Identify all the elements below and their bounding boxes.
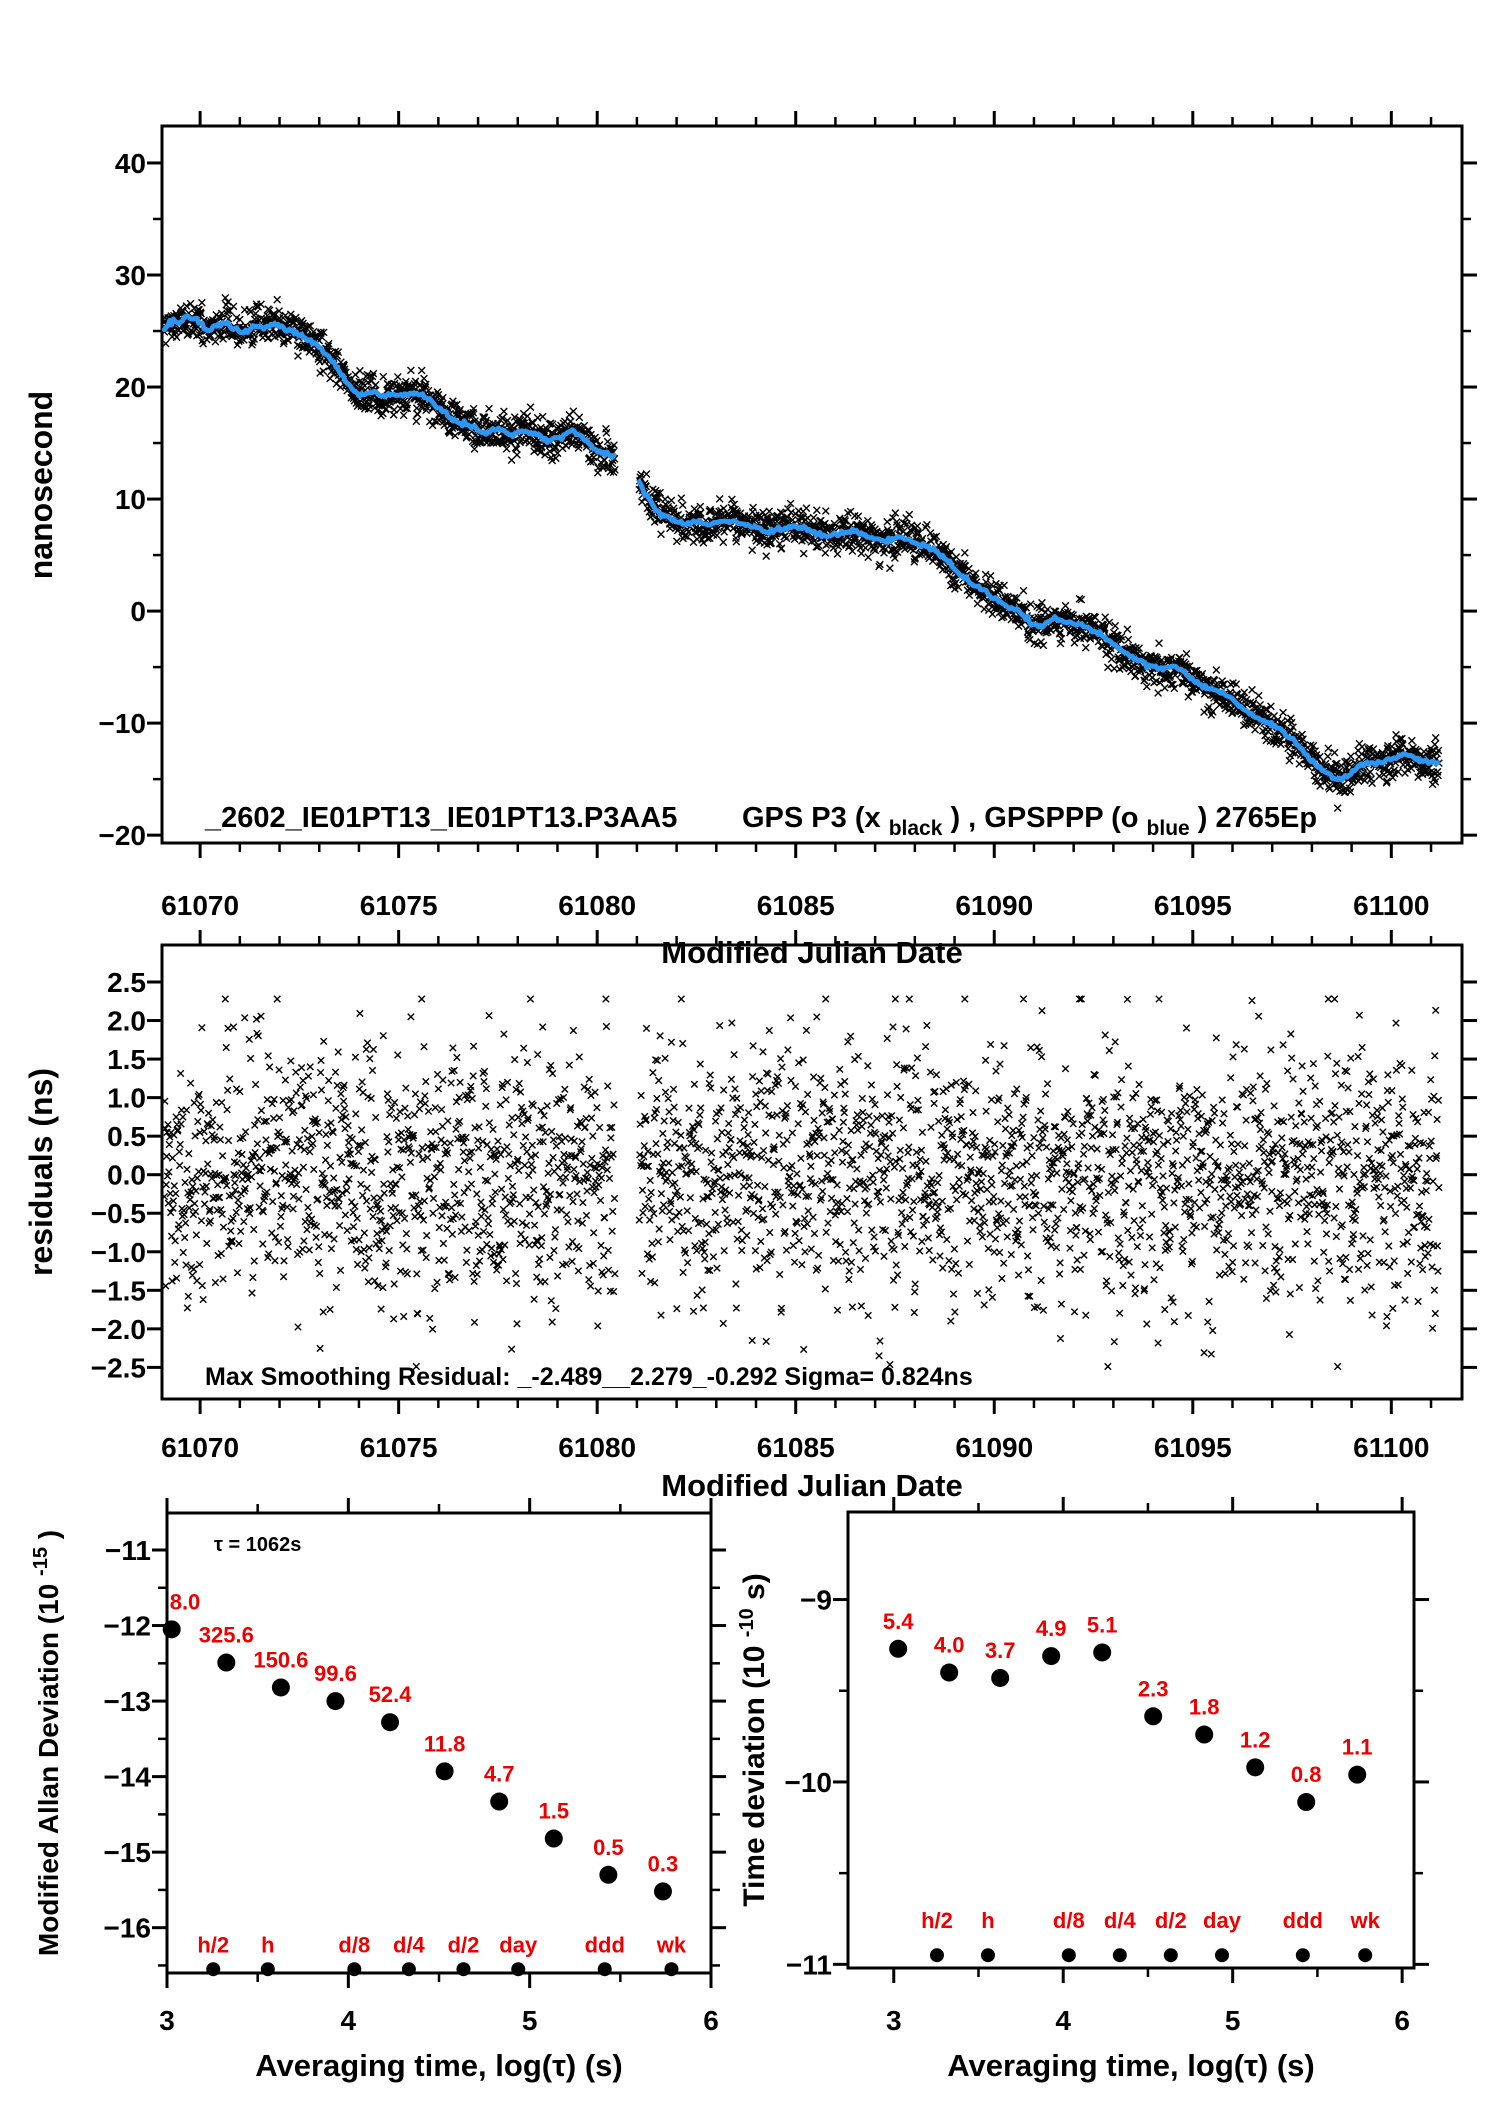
averaging-interval-label: d/4 (393, 1932, 425, 1958)
y-tick-label: −2.0 (90, 1313, 146, 1345)
y-tick-label: 30 (114, 260, 146, 292)
x-tick-label: 6 (703, 2005, 719, 2036)
annotation-station-id: _2602_IE01PT13_IE01PT13.P3AA5 (205, 802, 678, 834)
averaging-interval-marker (347, 1962, 361, 1976)
annotation-series2-sub: blue (1146, 817, 1190, 840)
y-tick-label: −14 (103, 1761, 151, 1793)
data-point-value-label: 1.1 (1341, 1734, 1373, 1760)
averaging-interval-marker (1215, 1948, 1229, 1962)
mdev-y-axis-title (22, 1530, 64, 1956)
annotation-series1-sub: black (888, 817, 943, 840)
x-tick-label: 61085 (756, 1432, 835, 1463)
time-series-annotation (204, 802, 1317, 842)
y-tick-label: −11 (786, 1949, 832, 1981)
x-tick-label: 61070 (161, 1432, 240, 1463)
x-tick-label: 61095 (1153, 890, 1232, 921)
x-tick-label: 3 (885, 2005, 902, 2036)
data-point (326, 1692, 344, 1710)
averaging-interval-marker (930, 1948, 944, 1962)
y-tick-label: −0.5 (90, 1198, 146, 1230)
averaging-interval-label: h/2 (197, 1932, 230, 1958)
residuals-y-axis-title: residuals (ns) (23, 1067, 59, 1277)
data-point-value-label: 4.0 (933, 1632, 965, 1658)
data-point-value-label: 325.6 (198, 1622, 254, 1648)
y-tick-label: −1.0 (90, 1236, 146, 1268)
tdev-y-axis-title (727, 1573, 771, 1906)
averaging-interval-label: wk (656, 1932, 687, 1958)
x-tick-label: 61075 (359, 1432, 438, 1463)
averaging-interval-marker (1296, 1948, 1310, 1962)
residuals-scatter (161, 996, 1442, 1370)
data-point (991, 1669, 1009, 1687)
averaging-interval-label: day (1203, 1907, 1241, 1933)
x-tick-label: 61100 (1353, 1432, 1430, 1463)
averaging-interval-label: d/2 (447, 1932, 480, 1958)
averaging-interval-marker (664, 1962, 678, 1976)
y-tick-label: 0.0 (107, 1159, 146, 1191)
data-point-value-label: 1.2 (1239, 1727, 1271, 1753)
averaging-interval-label: d/4 (1103, 1907, 1136, 1933)
data-point-value-label: 2.3 (1137, 1676, 1169, 1702)
data-point-value-label: 5.4 (882, 1608, 914, 1634)
averaging-interval-marker (1113, 1948, 1127, 1962)
y-tick-label: 20 (114, 372, 146, 404)
data-point-value-label: 0.8 (1290, 1762, 1322, 1788)
tdev-y-title-main: Time deviation (10 (738, 1645, 771, 1907)
data-point-value-label: 4.7 (483, 1761, 515, 1787)
y-tick-label: −13 (103, 1686, 151, 1718)
averaging-interval-label: h/2 (921, 1907, 953, 1933)
y-tick-label: −20 (98, 820, 146, 852)
data-point (1246, 1758, 1264, 1776)
tdev-y-title-sup: -10 (736, 1608, 758, 1638)
averaging-interval-label: h (261, 1932, 275, 1958)
averaging-interval-marker (511, 1962, 525, 1976)
data-point (940, 1664, 958, 1682)
tdev-points (883, 1609, 1373, 1811)
time-series-panel (23, 111, 1477, 970)
y-tick-label: 40 (114, 147, 146, 179)
data-point (1195, 1726, 1213, 1744)
mdev-y-title-main: Modified Allan Deviation (10 (33, 1583, 64, 1957)
data-point (1348, 1766, 1366, 1784)
averaging-interval-marker (402, 1962, 416, 1976)
data-point (545, 1830, 563, 1848)
x-tick-label: 61090 (955, 1432, 1034, 1463)
averaging-interval-marker (598, 1962, 612, 1976)
averaging-interval-label: ddd (584, 1932, 625, 1958)
data-point (163, 1620, 181, 1638)
data-point-value-label: 1.5 (538, 1798, 570, 1824)
data-point-value-label: 3.7 (984, 1637, 1016, 1663)
tdev-x-axis-title: Averaging time, log(τ) (s) (947, 2048, 1315, 2083)
annotation-series1: GPS P3 (x (742, 802, 881, 834)
x-tick-label: 61090 (955, 890, 1034, 921)
y-tick-label: 2.0 (107, 1005, 146, 1037)
averaging-interval-marker (261, 1962, 275, 1976)
annotation-epochs: ) 2765Ep (1197, 802, 1318, 834)
data-point (1144, 1707, 1162, 1725)
data-point (1093, 1643, 1111, 1661)
tdev-ref-row (921, 1908, 1381, 1962)
averaging-interval-label: ddd (1282, 1907, 1323, 1933)
averaging-interval-label: d/8 (1052, 1907, 1085, 1933)
y-tick-label: 1.0 (107, 1082, 146, 1114)
data-point (490, 1793, 508, 1811)
annotation-mid: ) , GPSPPP (o (950, 802, 1139, 834)
data-point (217, 1654, 235, 1672)
x-tick-label: 6 (1394, 2005, 1410, 2036)
mdev-panel (22, 1498, 726, 2083)
x-tick-label: 5 (1224, 2005, 1241, 2036)
averaging-interval-marker (981, 1948, 995, 1962)
y-tick-label: −15 (103, 1837, 151, 1869)
data-point (272, 1678, 290, 1696)
x-tick-label: 4 (340, 2005, 357, 2036)
x-tick-label: 3 (159, 2005, 175, 2036)
data-point (436, 1762, 454, 1780)
time-series-scatter (161, 295, 1442, 812)
y-tick-label: −10 (98, 708, 146, 740)
y-tick-label: 2.5 (107, 966, 146, 998)
y-tick-label: −9 (800, 1584, 832, 1616)
x-tick-label: 61085 (756, 890, 835, 921)
data-point (599, 1866, 617, 1884)
data-point-value-label: 0.3 (647, 1851, 679, 1877)
y-tick-label: −12 (103, 1610, 151, 1642)
averaging-interval-label: h (981, 1907, 995, 1933)
data-point-value-label: 5.1 (1086, 1612, 1118, 1638)
x-tick-label: 61070 (161, 890, 240, 921)
x-tick-label: 5 (521, 2005, 538, 2036)
data-point-value-label: 4.9 (1035, 1616, 1067, 1642)
x-tick-label: 61075 (359, 890, 438, 921)
y-tick-label: 0.5 (107, 1121, 146, 1153)
tdev-axes (785, 1497, 1430, 2036)
y-tick-label: −1.5 (90, 1275, 146, 1307)
x-tick-label: 61095 (1153, 1432, 1232, 1463)
residuals-panel (23, 930, 1477, 1503)
averaging-interval-label: wk (1350, 1907, 1380, 1933)
y-tick-label: 10 (114, 484, 146, 516)
data-point-value-label: 0.5 (593, 1834, 624, 1860)
tdev-y-title-close: s) (738, 1573, 771, 1600)
y-tick-label: −2.5 (90, 1352, 146, 1384)
data-point-value-label: 8.0 (169, 1589, 201, 1615)
tdev-panel (727, 1497, 1429, 2083)
x-tick-label: 61100 (1353, 890, 1430, 921)
averaging-interval-marker (1062, 1948, 1076, 1962)
x-tick-label: 61080 (558, 890, 637, 921)
time-series-y-axis-title: nanosecond (23, 390, 59, 580)
data-point-value-label: 150.6 (253, 1647, 309, 1673)
y-tick-label: 0 (130, 596, 146, 628)
y-tick-label: −10 (784, 1766, 832, 1798)
mdev-y-title-close: ) (33, 1529, 64, 1540)
averaging-interval-label: d/2 (1154, 1907, 1187, 1933)
mdev-ref-row (197, 1933, 687, 1977)
time-series-x-axis-title: Modified Julian Date (661, 935, 963, 970)
mdev-x-axis-title: Averaging time, log(τ) (s) (255, 2048, 623, 2083)
mdev-y-title-sup: -15 (30, 1547, 52, 1576)
data-point-value-label: 52.4 (368, 1682, 412, 1708)
y-tick-label: 1.5 (107, 1044, 146, 1076)
data-point (1042, 1647, 1060, 1665)
averaging-interval-marker (206, 1962, 220, 1976)
mdev-tau-annotation: τ = 1062s (214, 1534, 302, 1556)
x-tick-label: 4 (1055, 2005, 1072, 2036)
averaging-interval-marker (1164, 1948, 1178, 1962)
residuals-x-axis-title: Modified Julian Date (661, 1468, 963, 1503)
averaging-interval-label: d/8 (338, 1932, 371, 1958)
data-point-value-label: 11.8 (423, 1731, 466, 1757)
data-point (889, 1640, 907, 1658)
y-tick-label: −11 (105, 1535, 151, 1567)
data-point-value-label: 99.6 (314, 1661, 357, 1687)
y-tick-label: −16 (103, 1912, 151, 1944)
averaging-interval-label: day (499, 1932, 538, 1958)
data-point (1297, 1793, 1315, 1811)
data-point-value-label: 1.8 (1188, 1694, 1220, 1720)
averaging-interval-marker (456, 1962, 470, 1976)
residuals-annotation: Max Smoothing Residual: _-2.489__2.279_-0.292 Sigma= 0.824ns (205, 1363, 973, 1391)
data-point (381, 1713, 399, 1731)
data-point (654, 1882, 672, 1900)
mdev-points (163, 1589, 679, 1900)
x-tick-label: 61080 (558, 1432, 637, 1463)
averaging-interval-marker (1358, 1948, 1372, 1962)
